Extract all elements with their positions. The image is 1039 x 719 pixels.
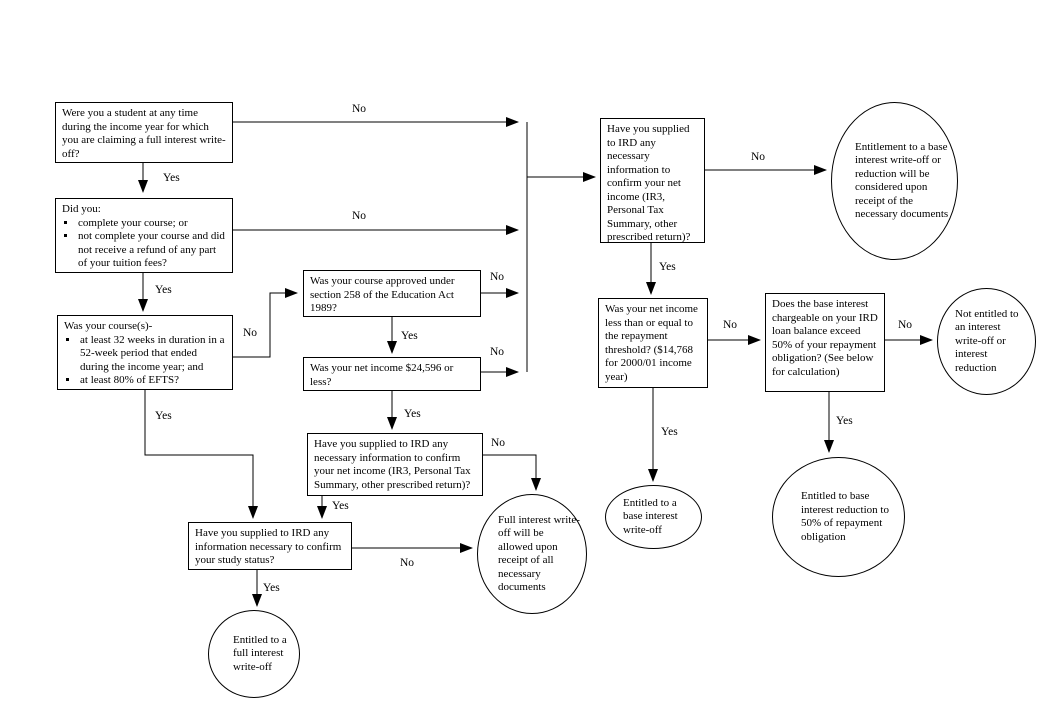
edge-label-q9-no: No [723,319,738,331]
node-q3 [57,315,233,390]
edge-label-q3-no: No [243,327,258,339]
edge-label-q8-no: No [751,151,766,163]
edge-label-q6-no: No [491,437,506,449]
edge-label-q1-no: No [352,103,367,115]
node-q10-text: Does the base interest chargeable on your IRD loan balance exceed 50% of your repayment obligation? (See below for calculation) [772,298,878,378]
outcome-full-writeoff-text: Entitled to a full interest write-off [233,633,287,673]
node-q5 [303,357,481,391]
node-q3-item: ▪ at least 80% of EFTS? [79,374,226,388]
node-q2-item: ▪ not complete your course and did not receive a refund of any part of your tuition fees? [77,230,226,271]
node-q8 [600,118,705,243]
node-outcome-reduction-50 [772,457,905,577]
node-q2-list [62,217,226,271]
outcome-not-entitled-text: Not entitled to an interest write-off or interest reduction [955,307,1019,374]
edge-label-q4-no: No [490,271,505,283]
edge-label-q2-yes: Yes [155,284,172,296]
node-q1 [55,102,233,163]
edge-label-q1-yes: Yes [163,172,180,184]
edge-q6-no [483,455,536,490]
node-q6-text: Have you supplied to IRD any necessary information to confirm your net income (IR3, Personal Tax Summary, other prescribed return)? [314,438,471,491]
node-q7 [188,522,352,570]
edge-label-q5-no: No [490,346,505,358]
node-q4 [303,270,481,317]
node-q3-intro: Was your course(s)- [64,320,153,332]
node-q4-text: Was your course approved under section 258 of the Education Act 1989? [310,275,455,314]
edge-label-q2-no: No [352,210,367,222]
node-q3-item: ▪ at least 32 weeks in duration in a 52-week period that ended during the income year; and [79,334,226,375]
edge-label-q7-no: No [400,557,415,569]
edge-label-q5-yes: Yes [404,408,421,420]
node-q2 [55,198,233,273]
node-q2-item: ▪ complete your course; or [77,217,226,231]
outcome-full-writeoff-pending-text: Full interest write-off will be allowed upon receipt of all necessary documents [498,513,580,593]
node-q6 [307,433,483,496]
node-q9-text: Was your net income less than or equal to the repayment threshold? ($14,768 for 2000/01 income year) [605,303,698,383]
edge-label-q10-yes: Yes [836,415,853,427]
edge-label-q4-yes: Yes [401,330,418,342]
node-outcome-full-writeoff [208,610,300,698]
outcome-base-pending-text: Entitlement to a base interest write-off or reduction will be considered upon receipt of the necessary documents [855,140,949,220]
node-outcome-base-pending [831,102,958,260]
node-q5-text: Was your net income $24,596 or less? [310,362,454,388]
outcome-base-writeoff-text: Entitled to a base interest write-off [623,496,678,536]
node-q3-list [64,334,226,388]
outcome-reduction-50-text: Entitled to base interest reduction to 50% of repayment obligation [801,490,889,543]
node-q7-text: Have you supplied to IRD any information necessary to confirm your study status? [195,527,342,566]
node-outcome-not-entitled [937,288,1036,395]
node-q2-intro: Did you: [62,203,101,215]
edge-label-q6-yes: Yes [332,500,349,512]
edge-label-q3-yes: Yes [155,410,172,422]
node-q10 [765,293,885,392]
edge-q3-no [233,293,297,357]
edge-label-q7-yes: Yes [263,582,280,594]
node-outcome-base-writeoff [605,485,702,549]
node-q8-text: Have you supplied to IRD any necessary information to confirm your net income (IR3, Personal Tax Summary, other prescribed return)? [607,123,691,243]
edge-label-q10-no: No [898,319,913,331]
node-q9 [598,298,708,388]
edge-label-q8-yes: Yes [659,261,676,273]
node-q1-text: Were you a student at any time during the income year for which you are claiming a full interest write-off? [62,107,226,160]
edge-label-q9-yes: Yes [661,426,678,438]
node-outcome-full-writeoff-pending [477,494,587,614]
